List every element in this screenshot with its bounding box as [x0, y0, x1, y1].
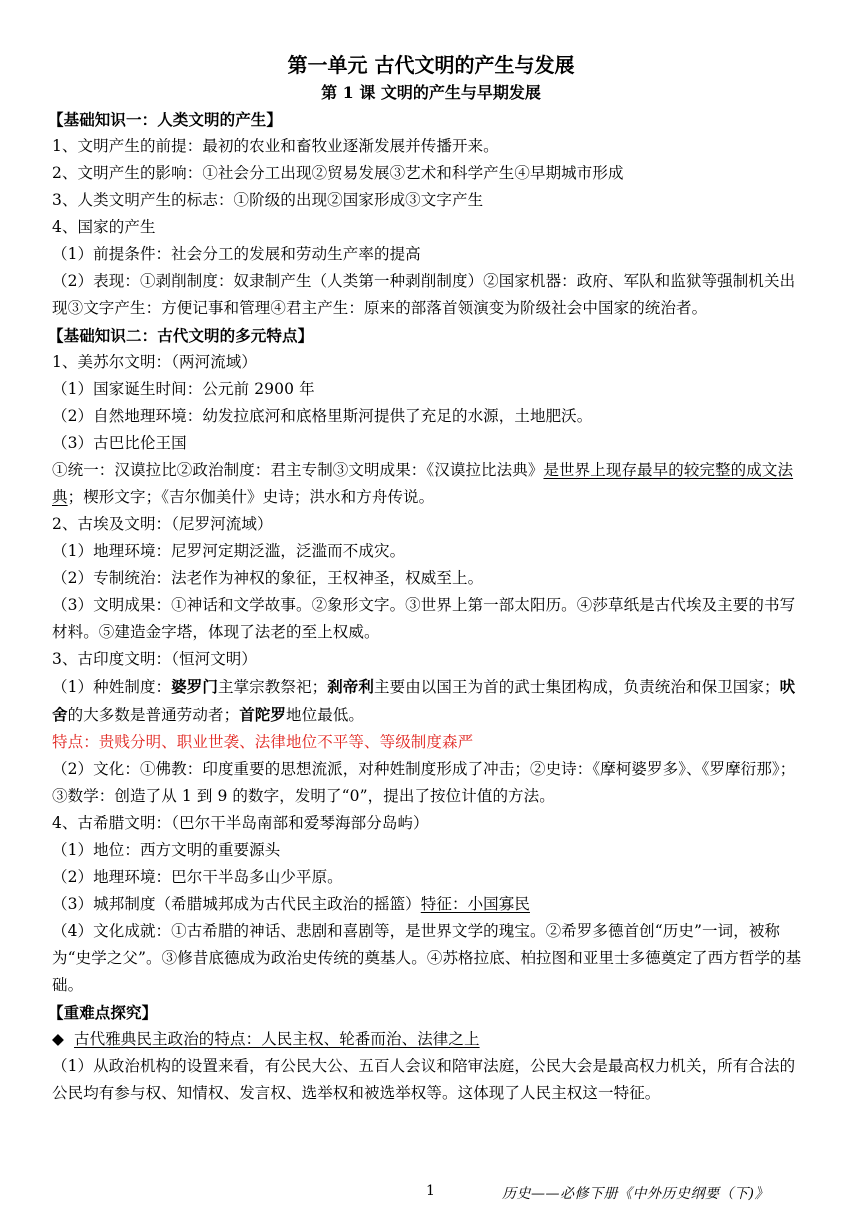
text-paragraph: （1）从政治机构的设置来看，有公民大公、五百人会议和陪审法庭，公民大会是最高权力机关，所有合法的公民均有参与权、知情权、发言权、选举权和被选举权等。这体现了人民主权这一特征。 [52, 1057, 796, 1102]
text-run: ；楔形文字；《吉尔伽美什》史诗；洪水和方舟传说。 [67, 488, 435, 506]
text-line: （2）专制统治：法老作为神权的象征，王权神圣，权威至上。 [52, 569, 484, 587]
text-line: （1）地理环境：尼罗河定期泛滥，泛滥而不成灾。 [52, 542, 406, 560]
text-line [52, 1026, 810, 1053]
document-page [48, 50, 810, 1107]
text-line: 3、古印度文明：（恒河文明） [52, 650, 258, 668]
text-line [52, 891, 810, 918]
text-line: （3）古巴比伦王国 [52, 434, 187, 452]
text-line: （1）国家诞生时间：公元前 2900 年 [52, 380, 315, 398]
underlined-text: 古代雅典民主政治的特点：人民主权、轮番而治、法律之上 [74, 1030, 480, 1048]
text-line: 1、美苏尔文明：（两河流域） [52, 353, 258, 371]
footer-text: 历史——必修下册《中外历史纲要（下)》 [502, 1186, 769, 1202]
highlight-line: 特点：贵贱分明、职业世袭、法律地位不平等、等级制度森严 [52, 733, 474, 751]
unit-title: 第一单元 古代文明的产生与发展 [287, 53, 575, 77]
text-line: （1）地位：西方文明的重要源头 [52, 841, 281, 859]
underlined-text: 是世界上现存最早的较完整的成文法典 [52, 461, 794, 506]
text-line: 1、文明产生的前提：最初的农业和畜牧业逐渐发展并传播开来。 [52, 137, 499, 155]
text-line: 4、古希腊文明：（巴尔干半岛南部和爱琴海部分岛屿） [52, 814, 429, 832]
text-paragraph [52, 457, 810, 511]
bold-term: 吠舍 [52, 677, 796, 724]
text-line: （2）地理环境：巴尔干半岛多山少平原。 [52, 868, 343, 886]
text-line: 2、古埃及文明：（尼罗河流域） [52, 515, 273, 533]
diamond-bullet-icon: ◆ [52, 1030, 65, 1048]
text-line: 3、人类文明产生的标志：①阶级的出现②国家形成③文字产生 [52, 191, 484, 209]
bold-term: 刹帝利 [327, 677, 374, 696]
lesson-title: 第 1 课 文明的产生与早期发展 [321, 83, 541, 102]
text-paragraph: （2）表现：①剥削制度：奴隶制产生（人类第一种剥削制度）②国家机器：政府、军队和监狱等强制机关出现③文字产生：方便记事和管理④君主产生：原来的部落首领演变为阶级社会中国家的统治者。 [52, 272, 796, 317]
text-run: ①统一：汉谟拉比②政治制度：君主专制③文明成果：《汉谟拉比法典》 [52, 461, 544, 479]
text-line: （2）自然地理环境：幼发拉底河和底格里斯河提供了充足的水源，土地肥沃。 [52, 407, 593, 425]
text-run: 的大多数是普通劳动者； [67, 706, 240, 724]
text-paragraph: （3）文明成果：①神话和文学故事。②象形文字。③世界上第一部太阳历。④莎草纸是古代埃及主要的书写材料。⑤建造金字塔，体现了法老的至上权威。 [52, 596, 796, 641]
text-run: 地位最低。 [286, 706, 365, 724]
text-paragraph: （4）文化成就：①古希腊的神话、悲剧和喜剧等，是世界文学的瑰宝。②希罗多德首创“历史”一词，被称为“史学之父”。③修昔底德成为政治史传统的奠基人。④苏格拉底、柏拉图和亚里士多德奠定了西方哲学的基础。 [52, 922, 802, 994]
bold-term: 婆罗门 [171, 677, 218, 696]
text-run: 主掌宗教祭祀； [217, 678, 328, 696]
section-heading-2: 【基础知识二：古代文明的多元特点】 [48, 326, 314, 345]
section-heading-3: 【重难点探究】 [48, 1003, 158, 1022]
page-number: 1 [426, 1183, 435, 1199]
text-paragraph: （2）文化：①佛教：印度重要的思想流派，对种姓制度形成了冲击；②史诗：《摩柯婆罗多》、《罗摩衍那》；③数学：创造了从 1 到 9 的数字，发明了“0”，提出了按位计值的方法。 [52, 760, 796, 805]
text-run: （3）城邦制度（希腊城邦成为古代民主政治的摇篮） [52, 895, 421, 913]
bold-term: 首陀罗 [239, 705, 287, 724]
page-footer [0, 1183, 860, 1203]
text-line: 2、文明产生的影响：①社会分工出现②贸易发展③艺术和科学产生④早期城市形成 [52, 164, 624, 182]
text-run: （1）种姓制度： [52, 678, 172, 696]
underlined-text: 特征：小国寡民 [420, 895, 530, 913]
text-line: 4、国家的产生 [52, 218, 156, 236]
text-line: （1）前提条件：社会分工的发展和劳动生产率的提高 [52, 245, 421, 263]
text-run: 主要由以国王为首的武士集团构成，负责统治和保卫国家； [374, 678, 780, 696]
text-paragraph [52, 673, 810, 729]
section-heading-1: 【基础知识一：人类文明的产生】 [48, 110, 283, 129]
